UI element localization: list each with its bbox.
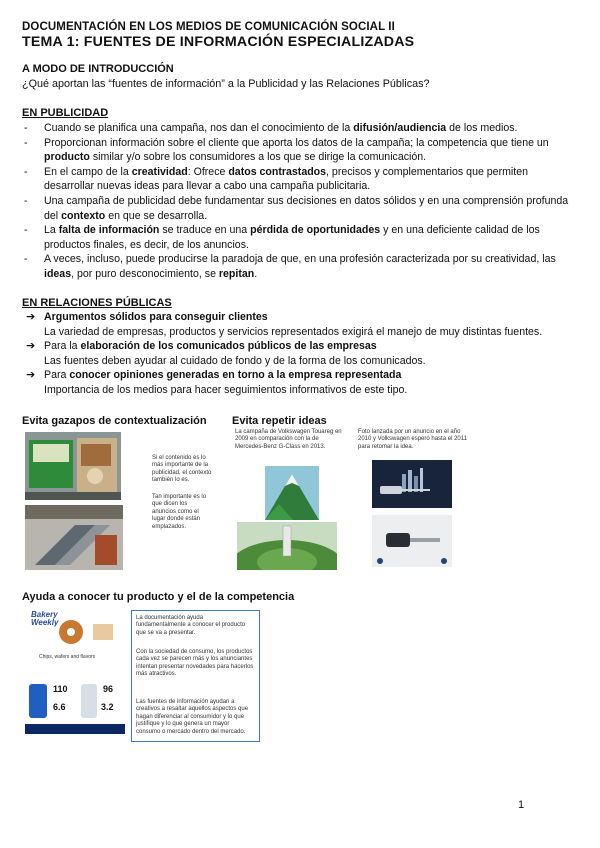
- hill-ad-photo: [237, 522, 337, 570]
- publicidad-item: [0, 194, 580, 223]
- competencia-caption-1: La documentación ayuda fundamentalmente a conocer el producto que se va a presentar.: [136, 615, 246, 636]
- intro-question: ¿Qué aportan las “fuentes de información” a la Publicidad y las Relaciones Públicas?: [22, 78, 430, 90]
- text-run: , por puro desconocimiento, se: [71, 267, 219, 280]
- text-run: de los medios.: [446, 122, 518, 134]
- rrpp-item-detail: Las fuentes deben ayudar al cuidado de fondo y de la forma de los comunicados.: [44, 354, 426, 367]
- repetir-caption-left: La campaña de Volkswagen Touareg en 2009 en comparación con la de Mercedes-Benz G-Class en 2013.: [235, 429, 342, 450]
- text-run: en que se desarrolla.: [105, 209, 208, 222]
- text-run: Proporcionan información sobre el cliente que aporta los datos de la campaña; la competencia que tiene un: [44, 136, 549, 149]
- bold-text: datos contrastados: [228, 165, 327, 178]
- bold-text: falta de información: [58, 224, 160, 237]
- publicidad-item: [0, 165, 580, 194]
- mountain-ad-photo: [265, 466, 319, 520]
- publicidad-item: [0, 223, 580, 252]
- competencia-title: Ayuda a conocer tu producto y el de la competencia: [22, 591, 295, 603]
- competencia-caption-box: [131, 610, 260, 742]
- publicidad-item: [0, 252, 580, 281]
- dash-bullet: -: [24, 224, 28, 237]
- bold-text: pérdida de oportunidades: [250, 224, 381, 237]
- text-run: La: [44, 224, 59, 237]
- stat-1: 110: [53, 684, 68, 694]
- intro-title: A MODO DE INTRODUCCIÓN: [22, 63, 174, 75]
- arrow-bullet-icon: ➔: [26, 369, 36, 382]
- text-run: A veces, incluso, puede producirse la paradoja de que, en una profesión caracterizada por su creatividad, las: [44, 253, 556, 266]
- rrpp-item: [0, 368, 580, 397]
- rrpp-item: [0, 339, 580, 368]
- bold-text: producto: [44, 151, 90, 164]
- bold-text: creatividad: [131, 165, 188, 178]
- repetir-title: Evita repetir ideas: [232, 415, 327, 427]
- text-run: y en una deficiente calidad de los productos finales, es decir, de los anuncios.: [44, 224, 540, 251]
- publicidad-list: [0, 121, 580, 282]
- bold-text: contexto: [61, 209, 106, 222]
- gazapos-caption-1: Si el contenido es lo más importante de la publicidad, el contexto también lo es.: [152, 455, 212, 484]
- dash-bullet: -: [24, 136, 28, 149]
- publicidad-item: [0, 121, 580, 136]
- competencia-caption-2: Con la sociedad de consumo, los productos cada vez se parecen más y los anunciantes intentan presentar novedades para hacerlos más atractivos.: [136, 649, 254, 678]
- bold-text: Argumentos sólidos para conseguir clientes: [44, 311, 268, 323]
- key-city-ad-photo: [372, 460, 452, 508]
- key-ad-photo: [372, 515, 452, 567]
- page-number: 1: [518, 799, 525, 811]
- publicidad-item: [0, 136, 580, 165]
- text-run: Cuando se planifica una campaña, nos dan el conocimiento de la: [44, 122, 354, 134]
- stat-3: 96: [103, 684, 114, 694]
- bold-text: ideas: [44, 267, 72, 280]
- gazapos-title: Evita gazapos de contextualización: [22, 415, 207, 427]
- bold-text: repitan: [218, 267, 255, 280]
- repetir-caption-right: Foto lanzada por un anuncio en el año 2010 y Volkswagen esperó hasta el 2011 para retomar la idea.: [358, 429, 467, 450]
- bold-text: elaboración de los comunicados públicos de las empresas: [80, 340, 377, 353]
- topic-title: TEMA 1: FUENTES DE INFORMACIÓN ESPECIALIZADAS: [22, 34, 415, 50]
- gazapos-caption-2: Tan importante es lo que dicen los anuncios como el lugar donde están emplazados.: [152, 494, 207, 530]
- rrpp-list: [0, 310, 580, 398]
- bakery-logo-subtitle: Chips, wafers and flavors: [39, 654, 96, 660]
- arrow-bullet-icon: ➔: [26, 340, 36, 353]
- text-run: , precisos y complementarios que permiten desarrollar nuevas ideas para llevar a cabo una campaña publicitaria.: [44, 165, 529, 193]
- text-run: Una campaña de publicidad debe fundamentar sus decisiones en datos sólidos y en una comprensión profunda del: [44, 194, 569, 222]
- text-run: Para: [44, 369, 70, 382]
- dash-bullet: -: [24, 194, 28, 207]
- text-run: .: [254, 267, 258, 280]
- bakery-logo-image: [25, 608, 125, 674]
- dash-bullet: -: [24, 253, 28, 266]
- course-title: DOCUMENTACIÓN EN LOS MEDIOS DE COMUNICACIÓN SOCIAL II: [22, 21, 395, 33]
- text-run: : Ofrece: [187, 165, 229, 178]
- rrpp-item-detail: La variedad de empresas, productos y servicios representados exigirá el manejo de muy distintas fuentes.: [44, 325, 543, 338]
- bold-text: difusión/audiencia: [353, 122, 447, 134]
- text-run: se traduce en una: [159, 224, 251, 237]
- rrpp-item: [0, 310, 580, 339]
- rrpp-item-heading: [44, 340, 377, 352]
- rrpp-item-heading: [44, 369, 401, 381]
- dash-bullet: -: [24, 165, 28, 178]
- rrpp-title: EN RELACIONES PÚBLICAS: [22, 297, 172, 309]
- product-comparison-image: [25, 680, 125, 734]
- escalator-photo: [25, 505, 123, 570]
- bakery-logo-text: Bakery Weekly: [31, 610, 59, 627]
- billboard-photo: [25, 432, 121, 500]
- bold-text: conocer opiniones generadas en torno a la empresa representada: [69, 369, 402, 382]
- publicidad-title: EN PUBLICIDAD: [22, 107, 109, 119]
- rrpp-item-detail: Importancia de los medios para hacer seguimientos informativos de este tipo.: [44, 383, 408, 396]
- stat-4: 3.2: [101, 702, 114, 712]
- stat-2: 6.6: [53, 702, 66, 712]
- text-run: similar y/o sobre los consumidores a los que se dirige la comunicación.: [89, 151, 427, 164]
- rrpp-item-heading: [44, 311, 268, 323]
- dash-bullet: -: [24, 122, 28, 134]
- text-run: Para la: [44, 340, 81, 353]
- text-run: En el campo de la: [44, 165, 132, 178]
- arrow-bullet-icon: ➔: [26, 311, 36, 323]
- competencia-caption-3: Las fuentes de información ayudan a creativos a resaltar aquellos aspectos que hagan diferenciar al consumidor y lo que justifique y lo que genera un mayor consumo o mercado dentro del mercado.: [136, 699, 249, 735]
